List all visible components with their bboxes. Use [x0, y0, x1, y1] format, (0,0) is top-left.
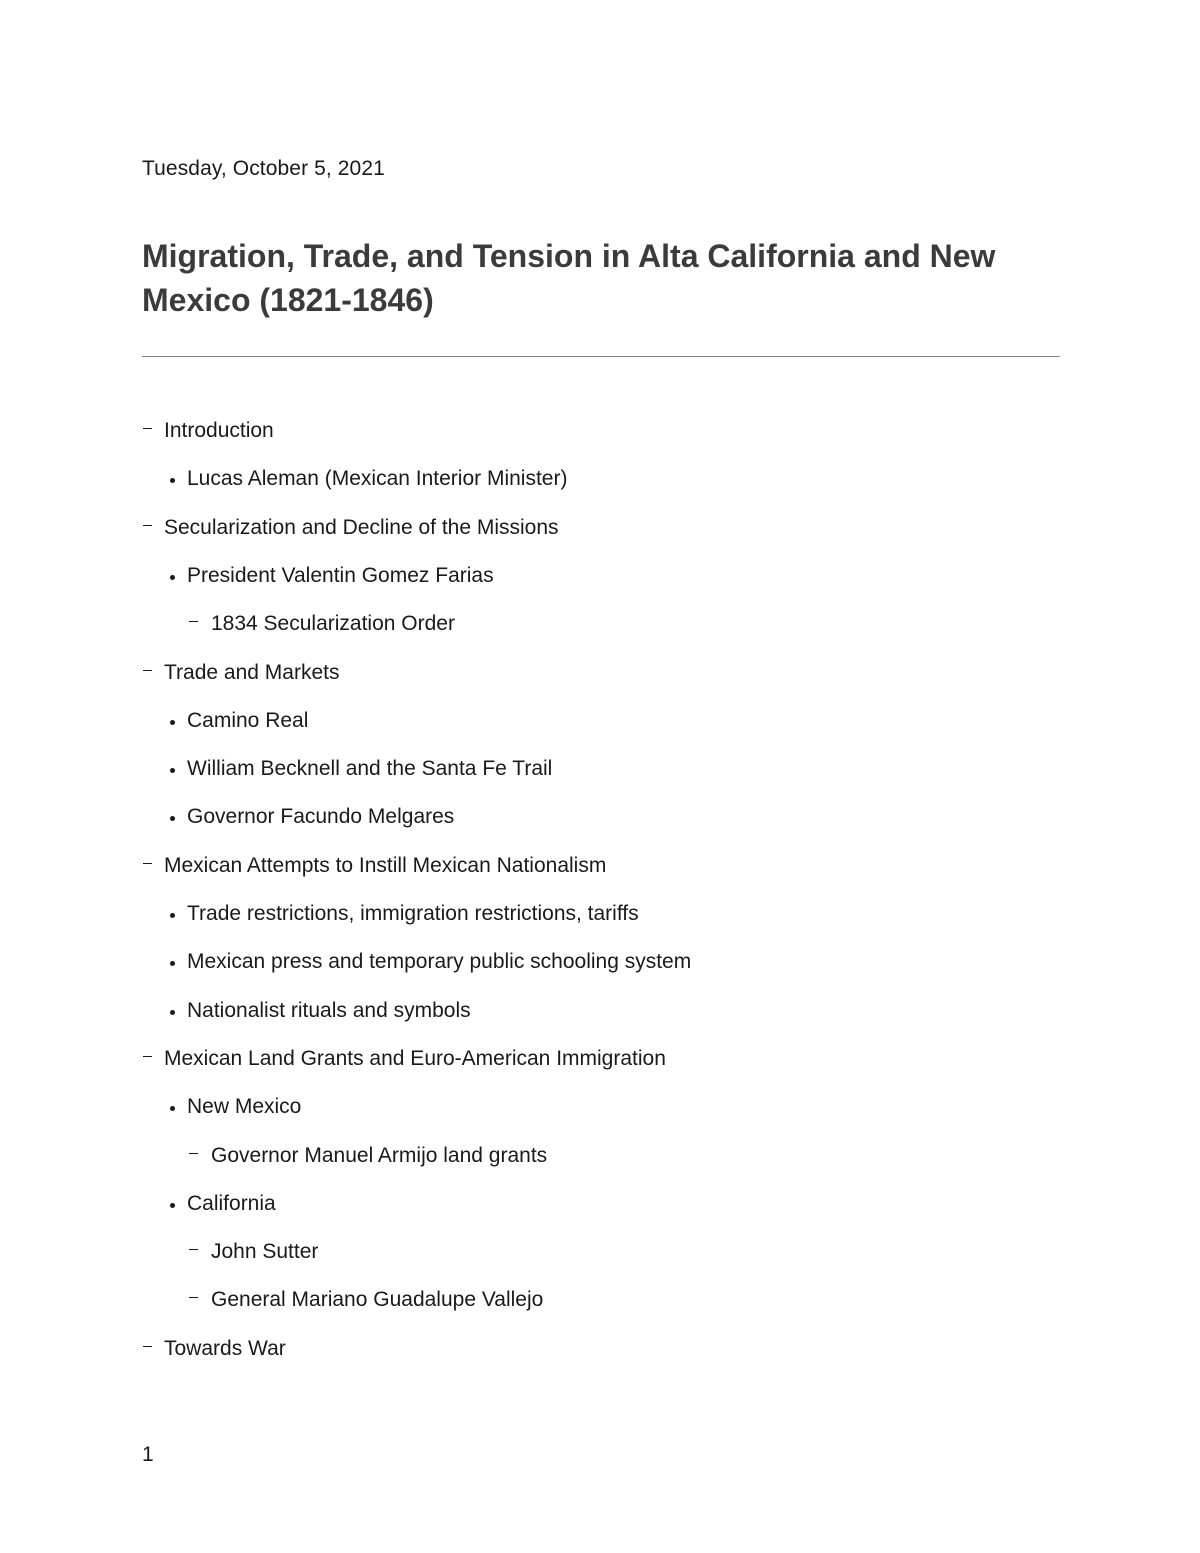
- outline-item-label: Lucas Aleman (Mexican Interior Minister): [187, 467, 568, 491]
- bullet-marker-icon: [170, 575, 175, 580]
- outline-item-label: Governor Facundo Melgares: [187, 805, 455, 829]
- dash-marker-icon: [143, 863, 152, 864]
- outline-item-label: Secularization and Decline of the Missions: [164, 515, 559, 539]
- outline-item-label: Trade restrictions, immigration restrictions, tariffs: [187, 902, 639, 925]
- outline-item-label: Trade and Markets: [164, 660, 340, 684]
- outline-item: [0, 418, 1200, 444]
- document-date: Tuesday, October 5, 2021: [142, 157, 385, 180]
- outline-item-label: Mexican Attempts to Instill Mexican Nationalism: [164, 853, 607, 877]
- outline-item: [0, 466, 1200, 492]
- dash-marker-icon: [143, 428, 152, 429]
- outline-item: [0, 949, 1200, 975]
- bullet-marker-icon: [170, 720, 175, 725]
- dash-marker-icon: [189, 621, 198, 622]
- outline-item: [0, 756, 1200, 782]
- outline-item-label: Introduction: [164, 419, 274, 442]
- outline-item: [0, 515, 1200, 541]
- outline-item: [0, 1191, 1200, 1217]
- dash-marker-icon: [143, 1056, 152, 1057]
- outline-item-label: Mexican Land Grants and Euro-American Immigration: [164, 1046, 666, 1070]
- outline-item-label: Camino Real: [187, 708, 309, 732]
- bullet-marker-icon: [170, 816, 175, 821]
- dash-marker-icon: [143, 1346, 152, 1347]
- outline-item: [0, 660, 1200, 686]
- dash-marker-icon: [143, 670, 152, 671]
- dash-marker-icon: [189, 1153, 198, 1154]
- outline-item: [0, 1046, 1200, 1072]
- outline-item: [0, 998, 1200, 1024]
- dash-marker-icon: [189, 1297, 198, 1298]
- bullet-marker-icon: [170, 1203, 175, 1208]
- outline-item-label: Towards War: [164, 1336, 286, 1360]
- outline-item-label: New Mexico: [187, 1095, 302, 1119]
- outline-item-label: Mexican press and temporary public schooling system: [187, 950, 692, 974]
- outline-item: [0, 611, 1200, 637]
- bullet-marker-icon: [170, 478, 175, 483]
- outline-item: [0, 1094, 1200, 1120]
- outline-item-label: President Valentin Gomez Farias: [187, 563, 494, 587]
- outline-item: [0, 1287, 1200, 1313]
- outline-item-label: Nationalist rituals and symbols: [187, 998, 471, 1022]
- outline-item-label: John Sutter: [211, 1240, 319, 1264]
- outline-item-label: Governor Manuel Armijo land grants: [211, 1143, 548, 1167]
- dash-marker-icon: [189, 1249, 198, 1250]
- outline-item: [0, 1336, 1200, 1362]
- outline-item-label: 1834 Secularization Order: [211, 612, 455, 636]
- outline-item-label: General Mariano Guadalupe Vallejo: [211, 1288, 544, 1312]
- outline-item: [0, 804, 1200, 830]
- bullet-marker-icon: [170, 1106, 175, 1111]
- outline-item: [0, 708, 1200, 734]
- bullet-marker-icon: [170, 913, 175, 918]
- bullet-marker-icon: [170, 768, 175, 773]
- outline-item: [0, 1239, 1200, 1265]
- bullet-marker-icon: [170, 961, 175, 966]
- outline-item-label: California: [187, 1191, 276, 1215]
- outline-item-label: William Becknell and the Santa Fe Trail: [187, 757, 553, 781]
- title-divider: [142, 356, 1060, 357]
- document-title: Migration, Trade, and Tension in Alta California and New Mexico (1821-1846): [142, 238, 996, 318]
- outline-item: [0, 901, 1200, 927]
- dash-marker-icon: [143, 525, 152, 526]
- outline-item: [0, 1143, 1200, 1169]
- bullet-marker-icon: [170, 1010, 175, 1015]
- page-number: 1: [142, 1443, 154, 1466]
- outline-item: [0, 853, 1200, 879]
- outline-item: [0, 563, 1200, 589]
